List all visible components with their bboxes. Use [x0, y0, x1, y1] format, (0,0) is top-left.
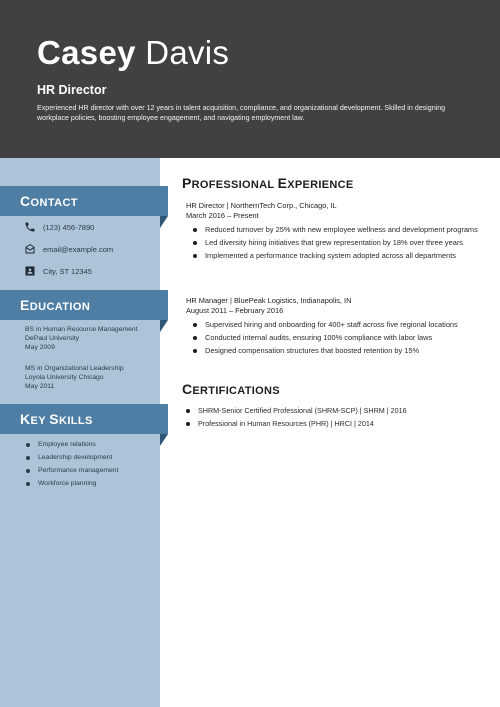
job-bullet: Designed compensation structures that boosted retention by 15% — [193, 346, 493, 356]
candidate-name — [37, 36, 229, 69]
ribbon-fold — [160, 320, 168, 332]
contact-heading: CONTACT — [20, 193, 78, 209]
job-bullet: Implemented a performance tracking system adopted across all departments — [193, 251, 493, 261]
job-entry-header — [186, 201, 337, 221]
job-bullet: Conducted internal audits, ensuring 100% compliance with labor laws — [193, 333, 493, 343]
certifications-heading: CERTIFICATIONS — [182, 381, 280, 397]
contact-location — [24, 263, 92, 279]
contact-email — [24, 241, 113, 257]
phone-text: (123) 456-7890 — [43, 222, 95, 232]
experience-heading: PROFESSIONAL EXPERIENCE — [182, 175, 354, 191]
contact-section-header — [0, 186, 168, 216]
job-title-company: HR Director | NorthernTech Corp., Chicago, IL — [186, 201, 337, 210]
skills-section-header — [0, 404, 168, 434]
job-entry-header — [186, 296, 351, 316]
job-bullet: Reduced turnover by 25% with new employee wellness and development programs — [193, 225, 493, 235]
degree: BS in Human Resource Management — [25, 326, 138, 333]
location-icon — [24, 265, 36, 277]
job-bullet: Led diversity hiring initiatives that grew representation by 18% over three years — [193, 238, 493, 248]
ribbon-fold — [160, 216, 168, 228]
first-name: Casey — [37, 34, 136, 71]
job-dates: August 2011 – February 2016 — [186, 306, 284, 315]
resume-header — [0, 0, 500, 158]
certification-item: SHRM-Senior Certified Professional (SHRM-SCP) | SHRM | 2016 — [186, 406, 407, 416]
job-bullets — [193, 320, 493, 359]
certification-item: Professional in Human Resources (PHR) | HRCI | 2014 — [186, 419, 407, 429]
school: Loyola University Chicago — [25, 374, 104, 381]
contact-phone — [24, 219, 94, 235]
degree: MS in Organizational Leadership — [25, 365, 124, 372]
graduation-date: May 2009 — [25, 344, 55, 351]
professional-summary: Experienced HR director with over 12 years in talent acquisition, compliance, and organizational development. Skilled in designing workplace policies, boosting employee engagement, and navigating employment law. — [37, 104, 446, 122]
location-text: City, ST 12345 — [43, 266, 92, 276]
graduation-date: May 2011 — [25, 383, 55, 390]
skill-item: Performance management — [25, 466, 118, 479]
ribbon-fold — [160, 434, 168, 446]
school: DePaul University — [25, 335, 80, 342]
job-bullets — [193, 225, 493, 264]
email-text: email@example.com — [43, 244, 114, 254]
skill-item: Leadership development — [25, 453, 118, 466]
job-title-company: HR Manager | BluePeak Logistics, Indianapolis, IN — [186, 296, 352, 305]
education-heading: EDUCATION — [20, 297, 91, 313]
skills-heading: KEY SKILLS — [20, 411, 93, 427]
certifications-list — [186, 406, 407, 432]
job-bullet: Supervised hiring and onboarding for 400+ staff across five regional locations — [193, 320, 493, 330]
skill-item: Workforce planning — [25, 479, 118, 492]
education-entry — [25, 364, 124, 391]
job-title: HR Director — [37, 83, 107, 97]
last-name: Davis — [145, 34, 230, 71]
skill-item: Employee relations — [25, 440, 118, 453]
phone-icon — [24, 221, 36, 233]
job-dates: March 2016 – Present — [186, 211, 259, 220]
education-section-header — [0, 290, 168, 320]
skills-list — [25, 440, 118, 492]
education-entry — [25, 325, 138, 352]
email-icon — [24, 243, 36, 255]
